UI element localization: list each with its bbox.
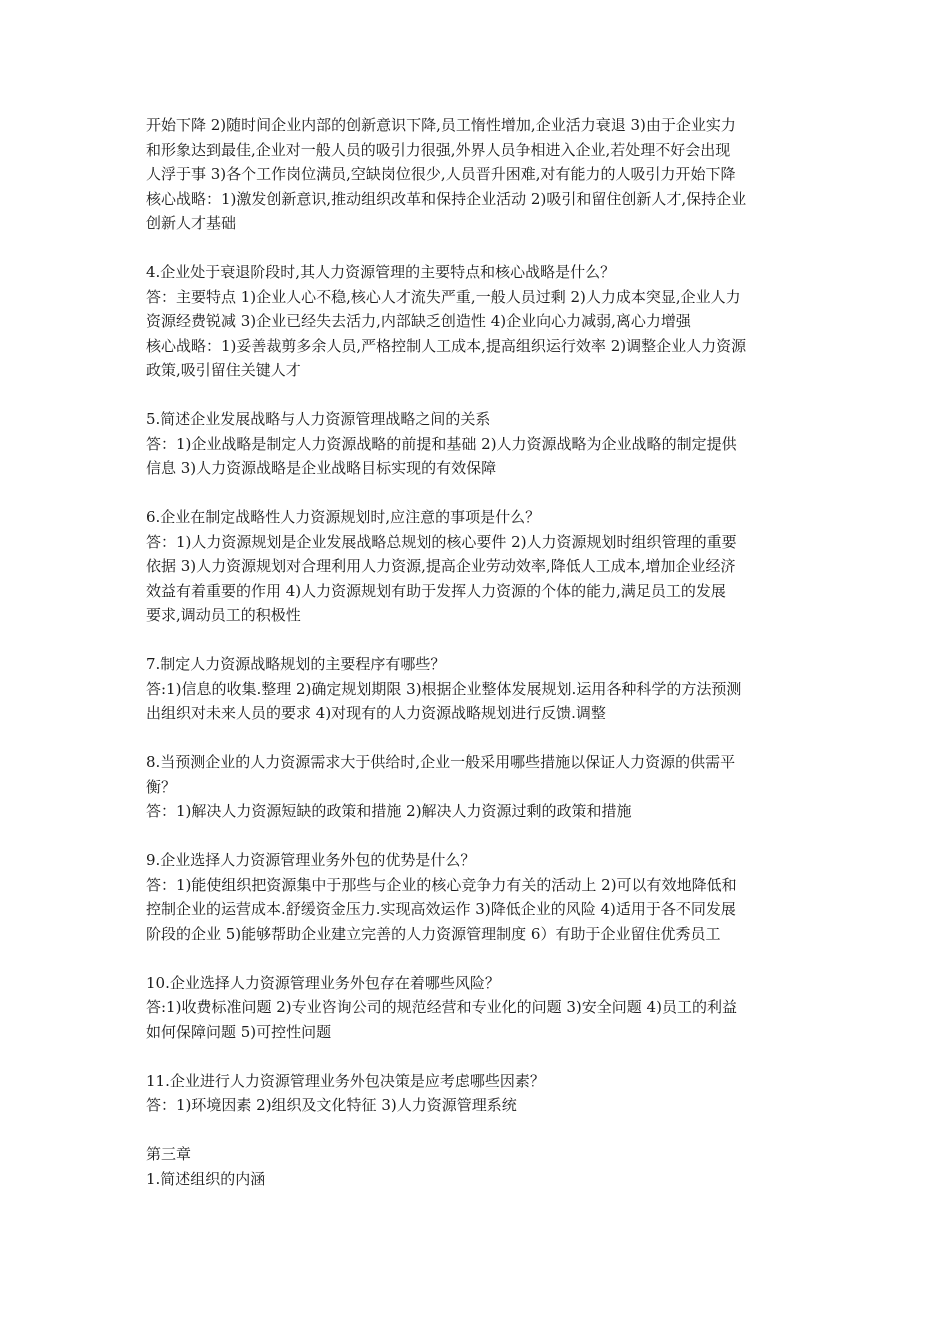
answer-line: 答:1)信息的收集.整理 2)确定规划期限 3)根据企业整体发展规划.运用各种科学的方法预测: [146, 679, 742, 698]
question-heading: 9.企业选择人力资源管理业务外包的优势是什么？: [146, 851, 476, 869]
answer-line: 效益有着重要的作用 4)人力资源规划有助于发挥人力资源的个体的能力,满足员工的发展: [146, 581, 726, 600]
answer-line: 答：1)企业战略是制定人力资源战略的前提和基础 2)人力资源战略为企业战略的制定提供: [146, 434, 737, 453]
answer-line: 信息 3)人力资源战略是企业战略目标实现的有效保障: [146, 459, 497, 477]
answer-line: 控制企业的运营成本.舒缓资金压力.实现高效运作 3)降低企业的风险 4)适用于各不同发展: [146, 900, 736, 918]
chapter-heading: 第三章: [146, 1145, 192, 1163]
question-9: [146, 848, 816, 946]
question-heading: 1.简述组织的内涵: [146, 1169, 266, 1188]
question-heading: 4.企业处于衰退阶段时,其人力资源管理的主要特点和核心战略是什么？: [146, 263, 616, 281]
answer-line: 答：1)人力资源规划是企业发展战略总规划的核心要件 2)人力资源规划时组织管理的重要: [146, 532, 737, 551]
question-heading: 10.企业选择人力资源管理业务外包存在着哪些风险？: [146, 973, 500, 992]
text-line: 创新人才基础: [146, 214, 237, 232]
paragraph-gap: [146, 1044, 816, 1069]
question-heading: 8.当预测企业的人力资源需求大于供给时,企业一般采用哪些措施以保证人力资源的供需平: [146, 753, 736, 771]
document-page: [146, 113, 816, 1191]
paragraph-gap: [146, 236, 816, 261]
paragraph-gap: [146, 824, 816, 849]
answer-line: 如何保障问题 5)可控性问题: [146, 1022, 332, 1041]
question-7: [146, 652, 816, 726]
question-5: [146, 407, 816, 481]
answer-line: 答：1)能使组织把资源集中于那些与企业的核心竞争力有关的活动上 2)可以有效地降低和: [146, 875, 737, 894]
answer-line: 答：主要特点 1)企业人心不稳,核心人才流失严重,一般人员过剩 2)人力成本突显,企业人力: [146, 287, 741, 306]
question-heading: 衡？: [146, 777, 177, 796]
question-heading: 7.制定人力资源战略规划的主要程序有哪些？: [146, 655, 446, 673]
text-line: 人浮于事 3)各个工作岗位满员,空缺岗位很少,人员晋升困难,对有能力的人吸引力开始下降: [146, 165, 736, 183]
paragraph-stage-maturity-continued: [146, 113, 816, 236]
question-heading: 6.企业在制定战略性人力资源规划时,应注意的事项是什么？: [146, 508, 541, 526]
answer-line: 答:1)收费标准问题 2)专业咨询公司的规范经营和专业化的问题 3)安全问题 4)员工的利益: [146, 998, 737, 1016]
paragraph-gap: [146, 481, 816, 506]
text-line: 开始下降 2)随时间企业内部的创新意识下降,员工惰性增加,企业活力衰退 3)由于企业实力: [146, 116, 736, 134]
text-line: 和形象达到最佳,企业对一般人员的吸引力很强,外界人员争相进入企业,若处理不好会出现: [146, 140, 731, 159]
question-heading: 5.简述企业发展战略与人力资源管理战略之间的关系: [146, 410, 491, 428]
answer-line: 要求,调动员工的积极性: [146, 606, 301, 624]
paragraph-gap: [146, 383, 816, 408]
answer-line: 答：1)环境因素 2)组织及文化特征 3)人力资源管理系统: [146, 1096, 517, 1114]
paragraph-gap: [146, 1118, 816, 1143]
question-10: [146, 971, 816, 1045]
question-4: [146, 260, 816, 383]
answer-line: 答：1)解决人力资源短缺的政策和措施 2)解决人力资源过剩的政策和措施: [146, 802, 632, 820]
question-11: [146, 1069, 816, 1118]
answer-line: 核心战略：1)妥善裁剪多余人员,严格控制人工成本,提高组织运行效率 2)调整企业人力资源: [146, 336, 747, 355]
question-6: [146, 505, 816, 628]
answer-line: 资源经费锐减 3)企业已经失去活力,内部缺乏创造性 4)企业向心力减弱,离心力增强: [146, 312, 691, 330]
question-heading: 11.企业进行人力资源管理业务外包决策是应考虑哪些因素？: [146, 1071, 545, 1090]
question-8: [146, 750, 816, 824]
answer-line: 出组织对未来人员的要求 4)对现有的人力资源战略规划进行反馈.调整: [146, 704, 606, 722]
paragraph-gap: [146, 628, 816, 653]
answer-line: 政策,吸引留住关键人才: [146, 361, 301, 379]
answer-line: 阶段的企业 5)能够帮助企业建立完善的人力资源管理制度 6）有助于企业留住优秀员工: [146, 924, 721, 943]
answer-line: 依据 3)人力资源规划对合理利用人力资源,提高企业劳动效率,降低人工成本,增加企业经济: [146, 557, 736, 575]
chapter-three: [146, 1142, 816, 1191]
paragraph-gap: [146, 726, 816, 751]
paragraph-gap: [146, 946, 816, 971]
text-line: 核心战略：1)激发创新意识,推动组织改革和保持企业活动 2)吸引和留住创新人才,保持企业: [146, 189, 747, 208]
